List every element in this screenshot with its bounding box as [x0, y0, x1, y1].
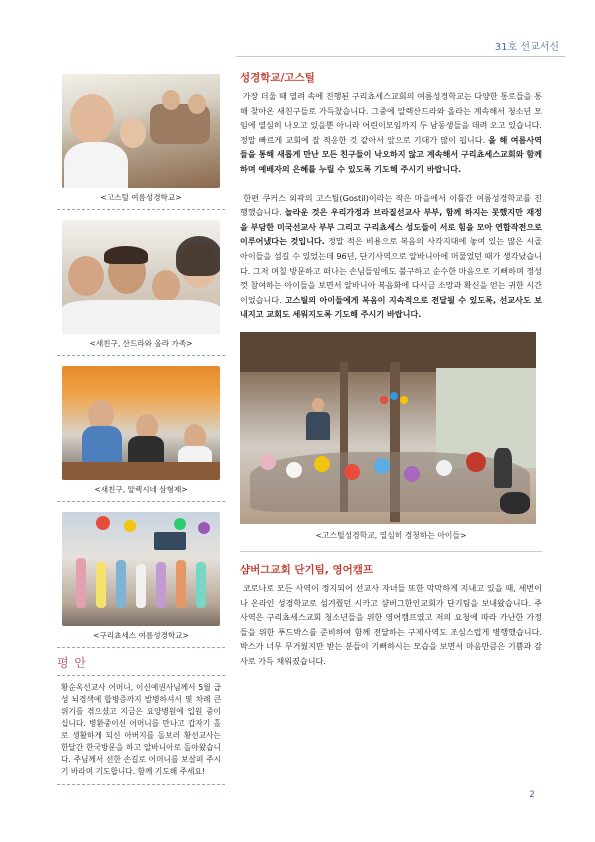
- divider: [57, 784, 225, 785]
- page-header: [0, 0, 595, 60]
- paragraph-text: 가장 더울 때 열려 속에 진행된 구리쵸세스교회의 여름성경학교는 다양한 통로들을 통해 찾아온 새친구들로 가득찼습니다. 그중에 알렉산드라와 올라는 계속해서 청소년 모임에 열심히 나오고 있을뿐 아니라 어린이모임까지 두 남동생들을 데려 오고 있습니다. 정말 빠르게 교회에 잘 적응한 것 같아서 앞으로 기대가 많이 됩니다.: [240, 91, 542, 145]
- right-column: [240, 70, 542, 668]
- photo-block-1: [57, 70, 225, 210]
- photo-caption: <고스틸 여름성경학교>: [100, 193, 182, 202]
- header-rule: [236, 56, 565, 57]
- paragraph-gostil: [240, 191, 542, 322]
- paragraph-text: 한편 쿠커스 외곽의 고스틸(Gostil)이라는 작은 마을에서 이틀간 여름성경학교를 진행했습니다.: [240, 192, 542, 218]
- paragraph-emphasis: 고스틸의 아이들에게 복음이 지속적으로 전달될 수 있도록, 선교사도 보내지고 교회도 세워지도록 기도해 주시기 바랍니다.: [240, 294, 542, 320]
- peace-section-title: 평 안: [57, 654, 225, 676]
- paragraph-bible-school-1: [240, 89, 542, 177]
- paragraph-english-camp: [240, 581, 542, 669]
- photo-gurichoses-bible-school: [62, 512, 220, 626]
- photo-caption: <새친구, 산드라와 올라 가족>: [89, 339, 193, 348]
- peace-section-body: 황순옥선교사 어머니, 이신예권사님께서 5월 급성 뇌경색에 합병증까지 발병하셔서 몇 차례 큰 위기를 겪으셨고 지금은 요양병원에 입원 중이십니다. 병환중이신 어머니를 만나고 갑자기 홀로 생활하게 되신 아버지를 돌보러 황선교사는 한달간 한국방문을 하고 알바니아로 돌아왔습니다. 주님께서 선한 손길로 어머니를 보살펴 주시기 바라며 기도합니다. 함께 기도해 주세요!: [61, 683, 221, 776]
- photo-caption: <고스틸성경학교, 열심히 경청하는 아이들>: [240, 530, 542, 552]
- photo-summer-bible-school-gostil: [62, 74, 220, 188]
- paragraph-text: 코로나로 모든 사역이 정지되어 선교사 자녀들 또한 막막하게 지내고 있을 때, 세번이나 온라인 성경학교로 섬겨줬던 시카고 샴버그한인교회가 단기팀을 보내왔습니다. 주사역은 구리쵸세스교회 청소년들을 위한 영어캠프였고 저의 요청에 따라 가난한 가정들을 위한 푸드박스를 준비하여 함께 전달하는 구제사역도 조심스럽게 병행했습니다. 박스가 너무 무거웠지만 받는 분들이 기뻐하시는 모습을 보면서 마음만큼은 기쁨과 감사로 가득 채워졌습니다.: [240, 582, 542, 666]
- paragraph-emphasis: 올 해 여름사역들을 통해 새롭게 만난 모든 친구들이 낙오하지 않고 계속해서 구리쵸세스교회와 함께 하며 예배자의 은혜를 누릴 수 있도록 기도해 주시기 바랍니다.: [240, 134, 542, 174]
- photo-block-4: [57, 508, 225, 648]
- paragraph-text: 정말 적은 비용으로 복음의 사각지대에 놓여 있는 많은 시골 아이들을 섬길 수 있었는데 96년, 단기사역으로 알바니아에 머물었던 때가 생각났습니다. 그저 며칠 방문하고 떠나는 손님들임에도 불구하고 순수한 마음으로 기뻐하며 정성껏 참여하는 아이들을 보면서 알바니아 복음화에 다시금 소망과 확신을 얻는 귀한 시간이었습니다.: [240, 236, 542, 305]
- photo-alexis-brothers: [62, 366, 220, 480]
- section-title-bible-school: 성경학교/고스틸: [240, 72, 315, 84]
- issue-label: 31호 선교서신: [494, 42, 559, 53]
- photo-block-2: [57, 216, 225, 356]
- left-column: [57, 70, 225, 785]
- page-number: 2: [529, 790, 535, 800]
- section-title-english-camp: 샴버그교회 단기팀, 영어캠프: [240, 563, 374, 576]
- photo-gostil-children-listening: [240, 332, 536, 524]
- photo-caption: <구리쵸세스 여름성경학교>: [93, 631, 189, 640]
- photo-block-3: [57, 362, 225, 502]
- paragraph-emphasis: 놀라운 것은 우리가정과 브라질선교사 부부, 함께 하지는 못했지만 재정을 부담한 미국선교사 부부 그리고 구리쵸세스 성도들이 서로 힘을 모아 연합작전으로 이루어냈다는 것입니다.: [240, 207, 542, 247]
- photo-caption: <새친구, 알렉시네 삼형제>: [94, 485, 188, 494]
- photo-sandra-ola-family: [62, 220, 220, 334]
